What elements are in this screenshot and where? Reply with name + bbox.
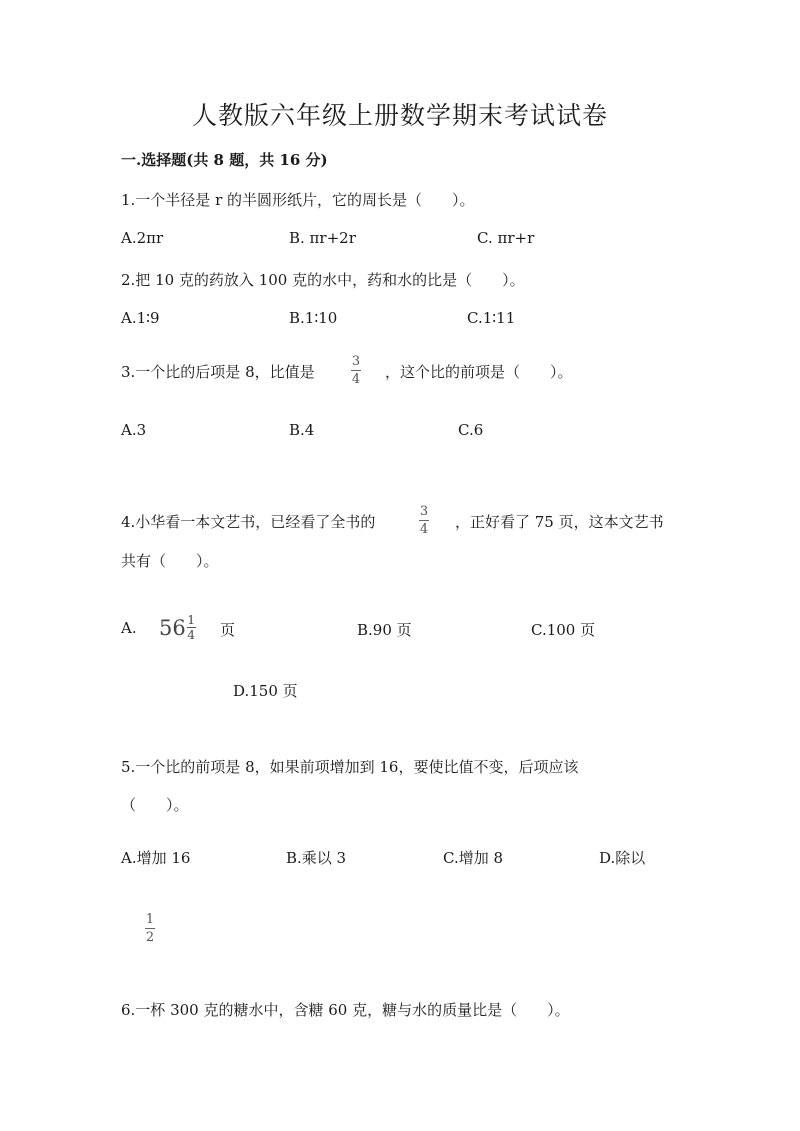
question-6-stem: 6.一杯 300 克的糖水中，含糖 60 克，糖与水的质量比是（ ）。 [121, 1001, 570, 1019]
question-1-option-b: B. πr+2r [289, 229, 356, 247]
question-2-option-c: C.1∶11 [467, 309, 516, 327]
fraction-denominator: 4 [351, 372, 361, 387]
fraction-numerator: 3 [351, 354, 361, 369]
fraction-denominator: 4 [419, 522, 429, 537]
question-2-stem: 2.把 10 克的药放入 100 克的水中，药和水的比是（ ）。 [121, 271, 525, 289]
question-3-option-a: A.3 [121, 421, 147, 439]
question-4-option-a-label: A. [121, 619, 137, 637]
question-3-option-c: C.6 [458, 421, 484, 439]
question-5-option-d: D.除以 [599, 849, 646, 867]
question-2-option-a: A.1∶9 [121, 309, 160, 327]
question-3-fraction [351, 355, 361, 386]
mixed-fraction [187, 614, 196, 641]
question-4-option-c: C.100 页 [531, 621, 596, 639]
question-1-option-a: A.2πr [121, 229, 164, 247]
fraction-denominator: 4 [187, 628, 196, 642]
question-5-option-c: C.增加 8 [443, 849, 504, 867]
question-4-option-d: D.150 页 [233, 682, 298, 700]
fraction-numerator: 1 [187, 613, 196, 627]
question-5-option-b: B.乘以 3 [286, 849, 347, 867]
fraction-numerator: 3 [419, 504, 429, 519]
question-3-option-b: B.4 [289, 421, 315, 439]
question-5-stem-line2: （ ）。 [121, 796, 189, 814]
fraction-bar [145, 928, 155, 929]
question-4-stem-start: 4.小华看一本文艺书，已经看了全书的 [121, 513, 376, 531]
fraction-numerator: 1 [145, 912, 155, 927]
fraction-bar [351, 370, 361, 371]
question-3-stem-start: 3.一个比的后项是 8，比值是 [121, 363, 315, 381]
question-5-stem: 5.一个比的前项是 8，如果前项增加到 16，要使比值不变，后项应该 [121, 758, 579, 776]
question-2-option-b: B.1∶10 [289, 309, 338, 327]
question-4-option-b: B.90 页 [357, 621, 412, 639]
mixed-whole: 56 [159, 615, 186, 640]
fraction-denominator: 2 [145, 930, 155, 945]
page-title: 人教版六年级上册数学期末考试试卷 [191, 101, 608, 130]
question-3-stem-end: ，这个比的前项是（ ）。 [385, 363, 573, 381]
question-4-option-a-mixed-number [159, 614, 196, 641]
question-5-option-d-fraction [145, 913, 155, 944]
question-1-option-c: C. πr+r [477, 229, 535, 247]
question-5-option-a: A.增加 16 [121, 849, 191, 867]
question-4-fraction [419, 505, 429, 536]
question-4-option-a-unit: 页 [220, 621, 236, 639]
section-heading: 一.选择题(共 8 题，共 16 分) [121, 151, 328, 169]
question-4-stem-end: ，正好看了 75 页，这本文艺书 [455, 513, 664, 531]
fraction-bar [419, 520, 429, 521]
question-4-stem-line2: 共有（ ）。 [121, 552, 219, 570]
question-1-stem: 1.一个半径是 r 的半圆形纸片，它的周长是（ ）。 [121, 191, 475, 209]
